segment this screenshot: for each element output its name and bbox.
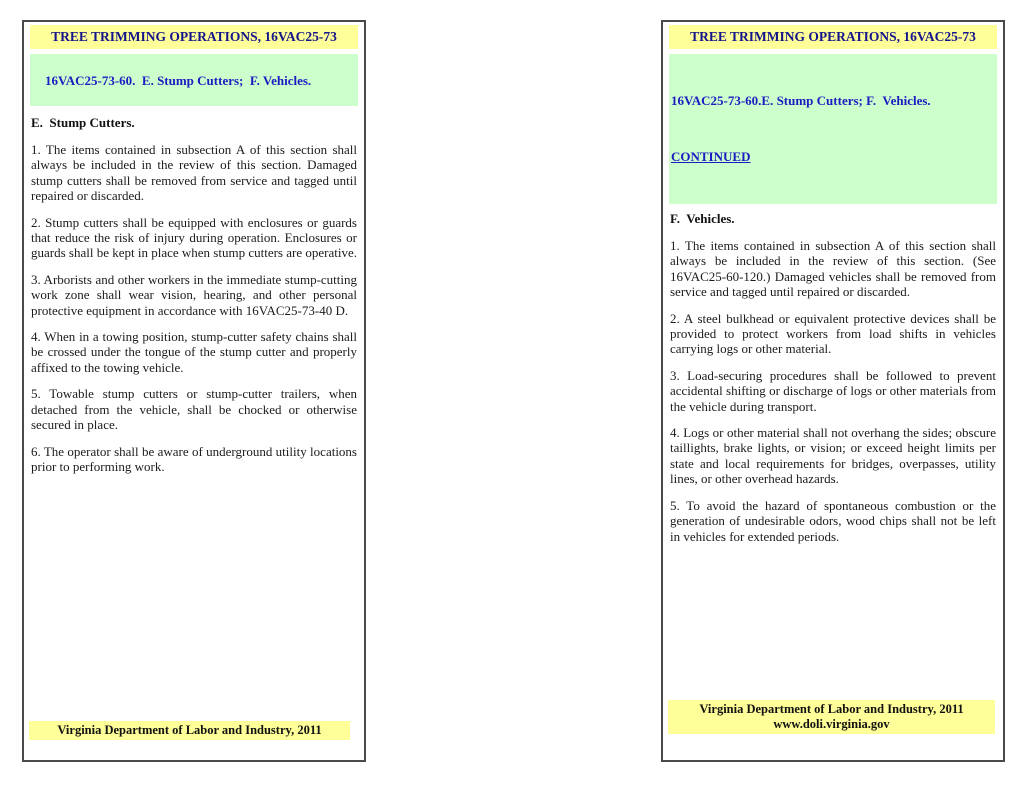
paragraph-2: 2. A steel bulkhead or equivalent protective devices shall be provided to protect workers from load shifts in vehicles carrying logs or other material.	[670, 310, 996, 357]
paragraph-4: 4. When in a towing position, stump-cutter safety chains shall be crossed under the tongue of the stump cutter and properly affixed to the towing vehicle.	[31, 329, 357, 375]
footer-agency: Virginia Department of Labor and Industry, 2011	[57, 723, 322, 737]
section-reference: 16VAC25-73-60. E. Stump Cutters; F. Vehicles.	[45, 73, 312, 88]
paragraph-1: 1. The items contained in subsection A of this section shall always be included in the review of this section. (See 16VAC25-60-120.) Damaged vehicles shall be removed from service and tagged until repaired or discarded.	[670, 238, 996, 300]
section-heading: E. Stump Cutters.	[31, 115, 135, 130]
footer-agency: Virginia Department of Labor and Industry, 2011	[699, 702, 964, 716]
footer-bar	[29, 721, 350, 740]
paragraph-5: 5. Towable stump cutters or stump-cutter trailers, when detached from the vehicle, shall be chocked or otherwise secured in place.	[31, 386, 357, 433]
document-title: TREE TRIMMING OPERATIONS, 16VAC25-73	[51, 29, 337, 44]
left-page-panel	[22, 20, 366, 762]
paragraph-1: 1. The items contained in subsection A of this section shall always be included in the review of this section. Damaged stump cutters shall be removed from service and tagged until repaired or discarded.	[31, 142, 357, 204]
section-reference-bar	[30, 54, 358, 106]
right-page-panel	[661, 20, 1005, 762]
paragraph-6: 6. The operator shall be aware of underground utility locations prior to performing work.	[31, 443, 357, 474]
continued-label: CONTINUED	[671, 149, 751, 164]
document-title-bar	[30, 25, 358, 49]
paragraph-4: 4. Logs or other material shall not overhang the sides; obscure taillights, brake lights, or vision; or exceed height limits per state and local requirements for bridges, overpasses, utility lines, or other overhead hazards.	[670, 425, 996, 487]
paragraph-3: 3. Load-securing procedures shall be followed to prevent accidental shifting or discharge of logs or other materials from the vehicle during transport.	[670, 367, 996, 414]
paragraph-5: 5. To avoid the hazard of spontaneous combustion or the generation of undesirable odors, wood chips shall not be left in vehicles for extended periods.	[670, 497, 996, 544]
section-reference: 16VAC25-73-60.E. Stump Cutters; F. Vehicles.	[671, 93, 931, 108]
footer-website: www.doli.virginia.gov	[773, 717, 890, 731]
section-reference-bar	[669, 54, 997, 204]
document-title-bar	[669, 25, 997, 49]
section-heading: F. Vehicles.	[670, 211, 735, 226]
document-title: TREE TRIMMING OPERATIONS, 16VAC25-73	[690, 29, 976, 44]
footer-bar	[668, 700, 995, 734]
paragraph-3: 3. Arborists and other workers in the immediate stump-cutting work zone shall wear vision, hearing, and other personal protective equipment in accordance with 16VAC25-73-40 D.	[31, 271, 357, 318]
paragraph-2: 2. Stump cutters shall be equipped with enclosures or guards that reduce the risk of injury during operation. Enclosures or guards shall be kept in place when stump cutters are operative.	[31, 214, 357, 261]
